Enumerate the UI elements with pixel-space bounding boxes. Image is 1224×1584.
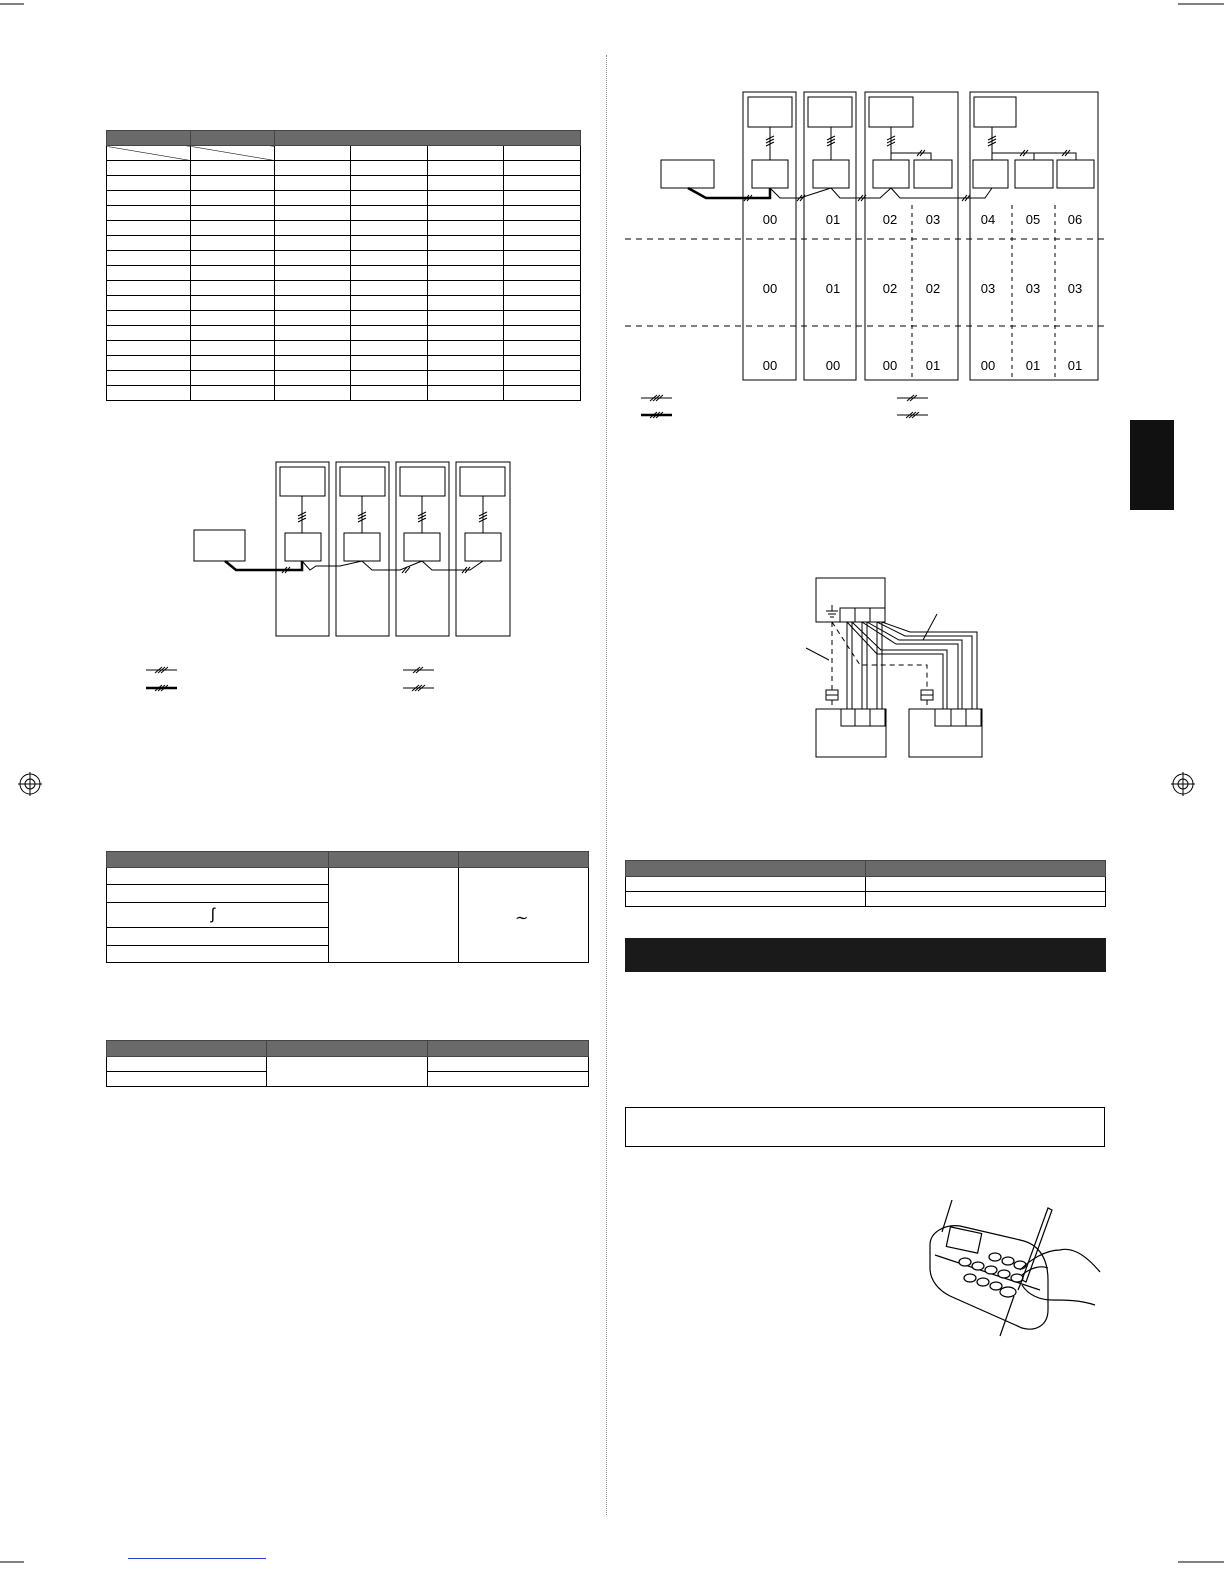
address-label: 01 — [825, 212, 841, 227]
address-label: 00 — [762, 281, 778, 296]
address-label: 01 — [1067, 358, 1083, 373]
address-label: 00 — [825, 358, 841, 373]
footer-link-underline[interactable] — [128, 1558, 266, 1559]
tilde-symbol: ∼ — [515, 910, 529, 927]
address-label: 02 — [925, 281, 941, 296]
address-label: 05 — [1025, 212, 1041, 227]
address-label: 01 — [925, 358, 941, 373]
address-label: 03 — [1025, 281, 1041, 296]
address-label: 01 — [1025, 358, 1041, 373]
remote-controller-icon — [930, 1200, 1100, 1336]
address-label: 06 — [1067, 212, 1083, 227]
address-label: 03 — [925, 212, 941, 227]
address-label: 02 — [882, 281, 898, 296]
address-label: 03 — [1067, 281, 1083, 296]
range-symbol: ʃ — [211, 906, 215, 923]
address-label: 00 — [762, 358, 778, 373]
address-label: 00 — [762, 212, 778, 227]
address-label: 00 — [882, 358, 898, 373]
address-label: 00 — [980, 358, 996, 373]
address-label: 04 — [980, 212, 996, 227]
address-label: 03 — [980, 281, 996, 296]
address-label: 02 — [882, 212, 898, 227]
address-label: 01 — [825, 281, 841, 296]
